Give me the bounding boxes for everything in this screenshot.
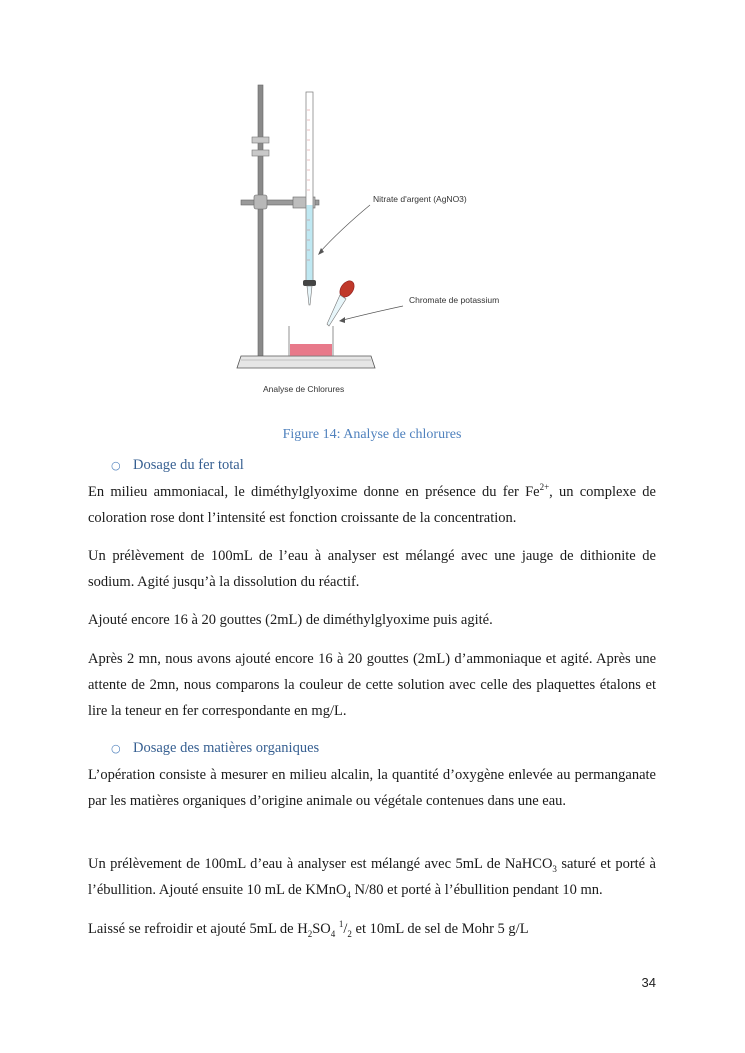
titration-apparatus-illustration [225,80,525,400]
figure-caption: Figure 14: Analyse de chlorures [282,427,462,442]
label-bottom-title: Analyse de Chlorures [263,384,345,394]
pointer-line-chromate [343,306,403,320]
stand-base [237,356,375,368]
iron-paragraph-4: Après 2 mn, nous avons ajouté encore 16 à 20 gouttes (2mL) d’ammoniaque et agité. Après une attente de 2mn, nous comparons la couleur de cette solution avec celle des plaquettes étalons et lire la teneur en fer correspondante en mg/L. [88,651,656,719]
bullet-circle-icon: ○ [111,459,121,472]
iron-paragraph-3: Ajouté encore 16 à 20 gouttes (2mL) de diméthylglyoxime puis agité. [88,612,493,628]
page-number: 34 [641,975,656,990]
stand-rod [258,85,263,357]
rod-clamp-lower [252,150,269,156]
label-potassium-chromate: Chromate de potassium [409,295,500,305]
beaker-solution [290,344,332,356]
organic-paragraph-3: Laissé se refroidir et ajouté 5mL de $H_2SO_4$ $^1/_2$ et 10mL de sel de Mohr 5 g/L [88,919,529,939]
section-heading-iron: ○ Dosage du fer total [111,457,244,473]
section-heading-organic: ○ Dosage des matières organiques [111,740,320,756]
rod-clamp-upper [252,137,269,143]
label-silver-nitrate: Nitrate d'argent (AgNO3) [373,194,467,204]
titration-figure [225,80,525,400]
boss-head [254,195,267,209]
iron-paragraph-1: En milieu ammoniacal, le diméthylglyoxime donne en présence du fer $Fe^{2+}$, un complexe de coloration rose dont l’intensité est fonction croissante de la concentration. [88,482,656,526]
pointer-line-silver-nitrate [320,205,370,252]
iron-paragraph-2: Un prélèvement de 100mL de l’eau à analyser est mélangé avec une jauge de dithionite de sodium. Agité jusqu’à la dissolution du réactif. [88,548,656,590]
organic-paragraph-1: L’opération consiste à mesurer en milieu alcalin, la quantité d’oxygène enlevée au permanganate par les matières organiques d’origine animale ou végétale contenues dans une eau. [88,767,656,809]
stopcock [303,280,316,286]
burette-liquid [307,205,313,282]
organic-paragraph-2: Un prélèvement de 100mL d’eau à analyser est mélangé avec 5mL de NaHCO$_3$ saturé et porté à l’ébullition. Ajouté ensuite 10 mL de KMnO$_4$ N/80 et porté à l’ébullition pendant 10 mn. [88,856,656,900]
bullet-circle-icon: ○ [111,742,121,755]
burette-tip [307,286,312,305]
